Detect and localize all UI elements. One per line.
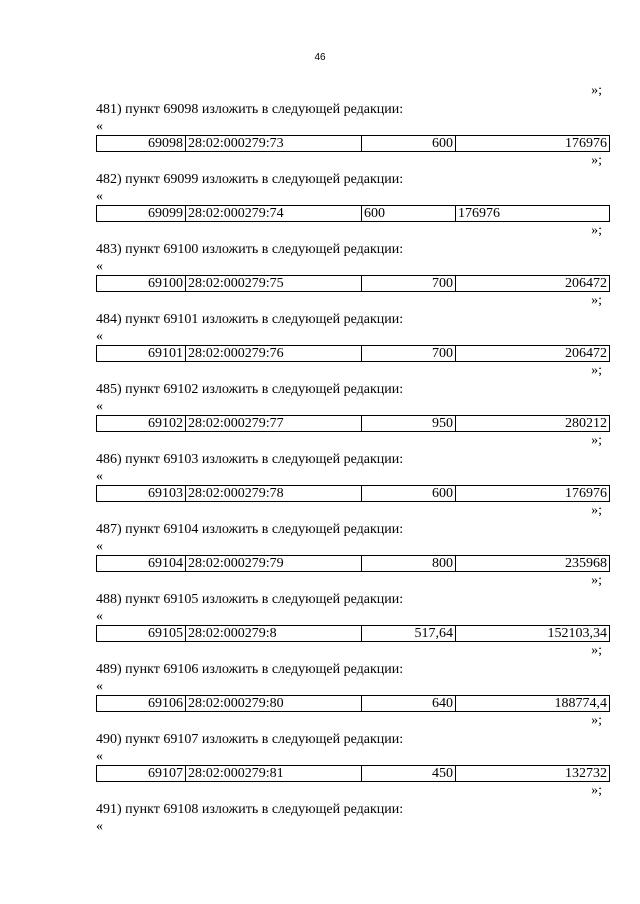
area-value: 600 bbox=[362, 486, 456, 502]
table-row bbox=[96, 205, 610, 222]
closing-quote: »; bbox=[591, 643, 602, 658]
amendment-entry bbox=[96, 433, 610, 503]
closing-quote: »; bbox=[591, 573, 602, 588]
table-row bbox=[96, 275, 610, 292]
opening-quote: « bbox=[96, 119, 103, 134]
amendment-entry bbox=[96, 293, 610, 363]
amendment-entry bbox=[96, 643, 610, 713]
cost-value: 206472 bbox=[456, 346, 610, 362]
opening-quote: « bbox=[96, 189, 103, 204]
row-id: 69102 bbox=[97, 416, 186, 432]
area-value: 950 bbox=[362, 416, 456, 432]
cadastral-number: 28:02:000279:74 bbox=[186, 206, 362, 222]
area-value: 800 bbox=[362, 556, 456, 572]
amendment-entry bbox=[96, 153, 610, 223]
cost-value: 132732 bbox=[456, 766, 610, 782]
cost-value: 188774,4 bbox=[456, 696, 610, 712]
row-id: 69104 bbox=[97, 556, 186, 572]
amendment-instruction: 483) пункт 69100 изложить в следующей редакции: bbox=[96, 242, 404, 257]
area-value: 600 bbox=[362, 206, 456, 222]
cadastral-number: 28:02:000279:75 bbox=[186, 276, 362, 292]
amendment-instruction: 487) пункт 69104 изложить в следующей редакции: bbox=[96, 522, 404, 537]
amendment-entry bbox=[96, 713, 610, 783]
cadastral-number: 28:02:000279:73 bbox=[186, 136, 362, 152]
amendment-instruction: 489) пункт 69106 изложить в следующей редакции: bbox=[96, 662, 404, 677]
cost-value: 152103,34 bbox=[456, 626, 610, 642]
row-id: 69107 bbox=[97, 766, 186, 782]
cost-value: 206472 bbox=[456, 276, 610, 292]
row-id: 69103 bbox=[97, 486, 186, 502]
amendment-entry bbox=[96, 573, 610, 643]
opening-quote: « bbox=[96, 819, 103, 834]
cost-value: 176976 bbox=[456, 136, 610, 152]
amendment-instruction: 484) пункт 69101 изложить в следующей редакции: bbox=[96, 312, 404, 327]
cadastral-number: 28:02:000279:79 bbox=[186, 556, 362, 572]
table-row bbox=[96, 135, 610, 152]
amendment-instruction: 482) пункт 69099 изложить в следующей редакции: bbox=[96, 172, 404, 187]
closing-quote: »; bbox=[591, 83, 602, 98]
cost-value: 176976 bbox=[456, 486, 610, 502]
amendment-instruction: 485) пункт 69102 изложить в следующей редакции: bbox=[96, 382, 404, 397]
amendment-instruction: 486) пункт 69103 изложить в следующей редакции: bbox=[96, 452, 404, 467]
closing-quote: »; bbox=[591, 223, 602, 238]
opening-quote: « bbox=[96, 469, 103, 484]
closing-quote: »; bbox=[591, 363, 602, 378]
closing-quote: »; bbox=[591, 293, 602, 308]
document-body bbox=[96, 83, 610, 835]
row-id: 69101 bbox=[97, 346, 186, 362]
amendment-entry bbox=[96, 363, 610, 433]
row-id: 69106 bbox=[97, 696, 186, 712]
amendment-entry bbox=[96, 223, 610, 293]
area-value: 450 bbox=[362, 766, 456, 782]
amendment-entry bbox=[96, 83, 610, 153]
amendment-instruction: 491) пункт 69108 изложить в следующей редакции: bbox=[96, 802, 404, 817]
row-id: 69100 bbox=[97, 276, 186, 292]
row-id: 69098 bbox=[97, 136, 186, 152]
table-row bbox=[96, 765, 610, 782]
row-id: 69105 bbox=[97, 626, 186, 642]
area-value: 640 bbox=[362, 696, 456, 712]
cadastral-number: 28:02:000279:77 bbox=[186, 416, 362, 432]
opening-quote: « bbox=[96, 539, 103, 554]
closing-quote: »; bbox=[591, 433, 602, 448]
closing-quote: »; bbox=[591, 783, 602, 798]
row-id: 69099 bbox=[97, 206, 186, 222]
cadastral-number: 28:02:000279:76 bbox=[186, 346, 362, 362]
opening-quote: « bbox=[96, 399, 103, 414]
amendment-instruction: 481) пункт 69098 изложить в следующей редакции: bbox=[96, 102, 404, 117]
table-row bbox=[96, 625, 610, 642]
amendment-instruction: 488) пункт 69105 изложить в следующей редакции: bbox=[96, 592, 404, 607]
area-value: 700 bbox=[362, 276, 456, 292]
opening-quote: « bbox=[96, 609, 103, 624]
opening-quote: « bbox=[96, 679, 103, 694]
table-row bbox=[96, 415, 610, 432]
closing-quote: »; bbox=[591, 153, 602, 168]
amendment-instruction: 490) пункт 69107 изложить в следующей редакции: bbox=[96, 732, 404, 747]
opening-quote: « bbox=[96, 329, 103, 344]
table-row bbox=[96, 345, 610, 362]
amendment-entry bbox=[96, 503, 610, 573]
cadastral-number: 28:02:000279:8 bbox=[186, 626, 362, 642]
table-row bbox=[96, 555, 610, 572]
cadastral-number: 28:02:000279:78 bbox=[186, 486, 362, 502]
cadastral-number: 28:02:000279:81 bbox=[186, 766, 362, 782]
table-row bbox=[96, 485, 610, 502]
cost-value: 176976 bbox=[456, 206, 610, 222]
closing-quote: »; bbox=[591, 503, 602, 518]
final-entry bbox=[96, 783, 610, 835]
page-number: 46 bbox=[314, 52, 326, 63]
area-value: 600 bbox=[362, 136, 456, 152]
closing-quote: »; bbox=[591, 713, 602, 728]
cadastral-number: 28:02:000279:80 bbox=[186, 696, 362, 712]
opening-quote: « bbox=[96, 749, 103, 764]
area-value: 700 bbox=[362, 346, 456, 362]
table-row bbox=[96, 695, 610, 712]
opening-quote: « bbox=[96, 259, 103, 274]
cost-value: 235968 bbox=[456, 556, 610, 572]
area-value: 517,64 bbox=[362, 626, 456, 642]
cost-value: 280212 bbox=[456, 416, 610, 432]
